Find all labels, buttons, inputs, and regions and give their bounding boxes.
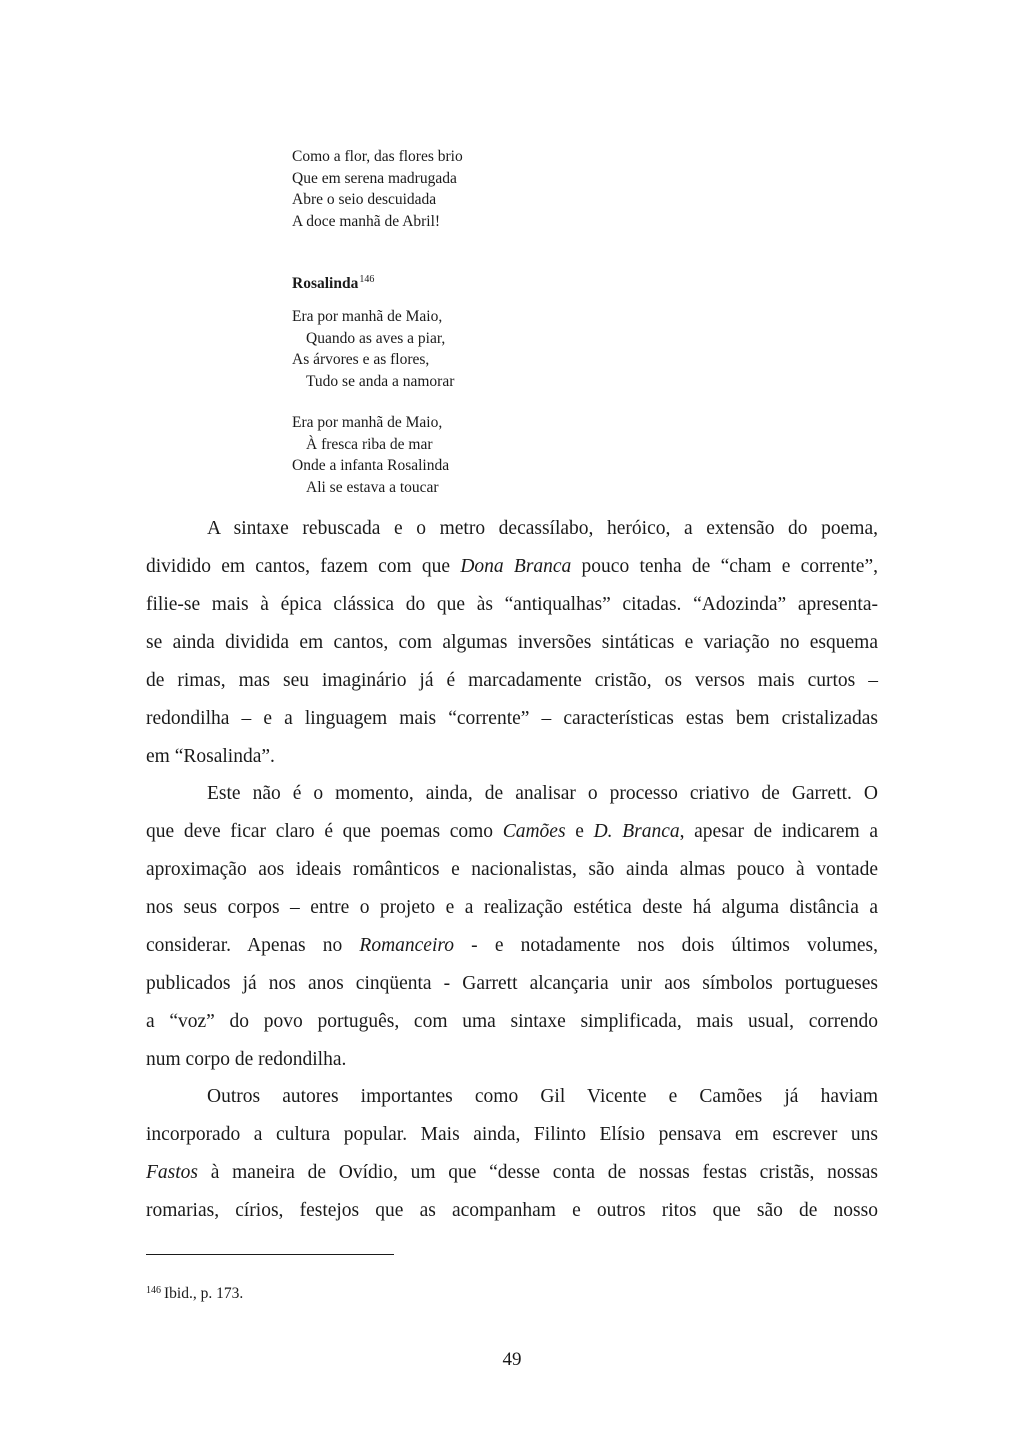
paragraph-line: considerar. Apenas no Romanceiro - e notadamente nos dois últimos volumes, <box>146 935 878 956</box>
paragraph-line: em “Rosalinda”. <box>146 746 275 767</box>
footnote-number: 146 <box>146 1285 161 1296</box>
paragraph-line: incorporado a cultura popular. Mais ainda, Filinto Elísio pensava em escrever uns <box>146 1124 878 1145</box>
verse-line: Era por manhã de Maio, <box>292 414 443 431</box>
footnote-separator <box>146 1254 394 1255</box>
paragraph-line: A sintaxe rebuscada e o metro decassílabo, heróico, a extensão do poema, <box>207 518 878 539</box>
verse-line: À fresca riba de mar <box>306 435 433 453</box>
work-title: Fastos <box>146 1162 199 1183</box>
paragraph-line: redondilha – e a linguagem mais “corrente” – características estas bem cristalizadas <box>146 708 878 729</box>
paragraph-line: dividido em cantos, fazem com que Dona Branca pouco tenha de “cham e corrente”, <box>146 556 878 577</box>
footnote <box>146 1280 243 1305</box>
page-number: 49 <box>502 1349 522 1370</box>
poem-stanza-1 <box>292 306 454 392</box>
verse-line: Era por manhã de Maio, <box>292 308 443 325</box>
verse-line: A doce manhã de Abril! <box>292 212 441 230</box>
poem-title <box>292 274 374 293</box>
verse-line: Ali se estava a toucar <box>306 478 439 496</box>
verse-line: Onde a infanta Rosalinda <box>292 457 450 474</box>
verse-line: As árvores e as flores, <box>292 351 430 368</box>
paragraph-line: Fastos à maneira de Ovídio, um que “desse conta de nossas festas cristãs, nossas <box>146 1162 878 1183</box>
verse-line: Tudo se anda a namorar <box>306 372 455 390</box>
verse-line: Como a flor, das flores brio <box>292 148 463 165</box>
footnote-text: Ibid., p. 173. <box>164 1285 244 1302</box>
paragraph-line: aproximação aos ideais românticos e nacionalistas, são ainda almas pouco à vontade <box>146 859 878 880</box>
paragraph-line: que deve ficar claro é que poemas como Camões e D. Branca, apesar de indicarem a <box>146 821 878 842</box>
paragraph-line: publicados já nos anos cinqüenta - Garrett alcançaria unir aos símbolos portugueses <box>146 973 878 994</box>
paragraph-line: Este não é o momento, ainda, de analisar o processo criativo de Garrett. O <box>207 783 878 804</box>
work-title: Dona Branca <box>460 556 572 577</box>
paragraph-line: a “voz” do povo português, com uma sintaxe simplificada, mais usual, correndo <box>146 1011 878 1032</box>
paragraph-line: romarias, círios, festejos que as acompanham e outros ritos que são de nosso <box>146 1200 878 1221</box>
footnote-reference: 146 <box>359 274 375 285</box>
verse-line: Abre o seio descuidada <box>292 191 437 208</box>
verse-line: Quando as aves a piar, <box>306 329 446 347</box>
work-title: D. Branca <box>593 821 680 842</box>
paragraph-line: filie-se mais à épica clássica do que às “antiqualhas” citadas. “Adozinda” apresenta- <box>146 594 878 615</box>
paragraph-line: Outros autores importantes como Gil Vicente e Camões já haviam <box>207 1086 878 1107</box>
poem-title-text: Rosalinda <box>292 275 359 292</box>
paragraph-line: de rimas, mas seu imaginário já é marcadamente cristão, os versos mais curtos – <box>146 670 878 691</box>
paragraph-line: nos seus corpos – entre o projeto e a realização estética deste há alguma distância a <box>146 897 878 918</box>
poem-stanza-2 <box>292 412 449 498</box>
paragraph-line: se ainda dividida em cantos, com algumas inversões sintáticas e variação no esquema <box>146 632 878 653</box>
verse-excerpt <box>292 146 463 232</box>
work-title: Camões <box>502 821 566 842</box>
verse-line: Que em serena madrugada <box>292 169 457 187</box>
work-title: Romanceiro <box>359 935 454 956</box>
paragraph-line: num corpo de redondilha. <box>146 1049 347 1070</box>
